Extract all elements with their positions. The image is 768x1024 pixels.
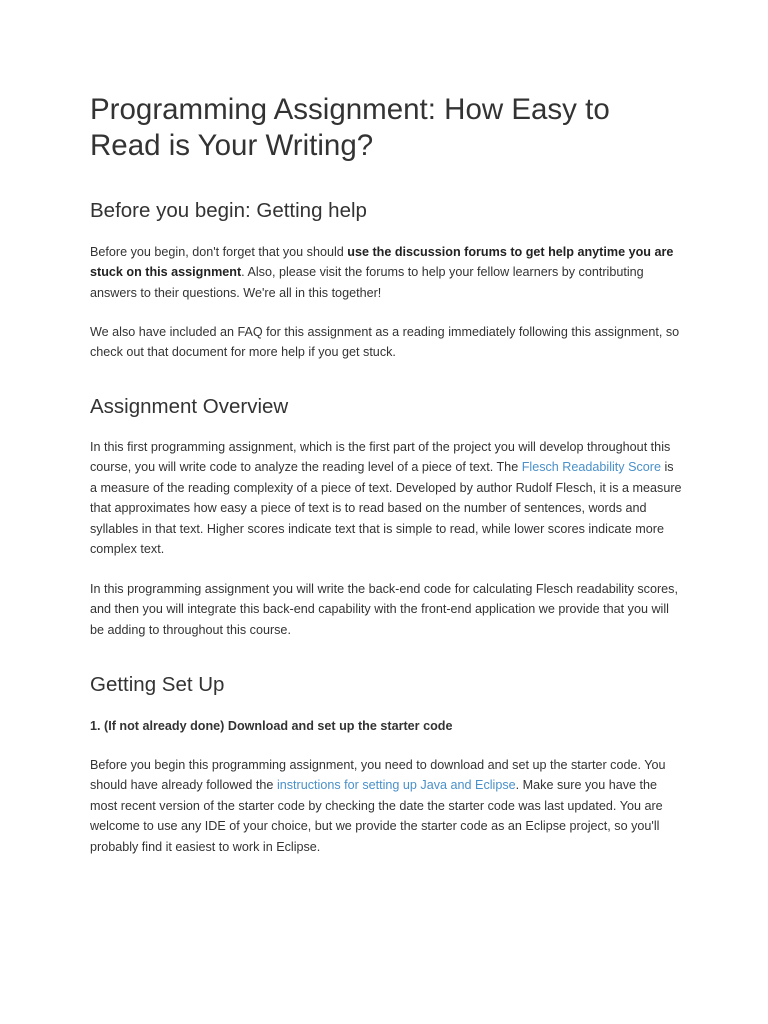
- paragraph-text: Before you begin, don't forget that you should: [90, 245, 348, 259]
- paragraph-text: . Make sure you have the most recent version of the starter code by checking the date the starter code was last updated. You are welcome to use any IDE of your choice, but we provide the starter code as an Eclipse project, so you'll probably find it easiest to work in Eclipse.: [90, 778, 663, 854]
- paragraph-text: is a measure of the reading complexity of a piece of text. Developed by author Rudolf Flesch, it is a measure that approximates how easy a piece of text is to read based on the number of sentences, words and syllables in that text. Higher scores indicate text that is simple to read, while lower scores indicate more complex text.: [90, 460, 682, 557]
- section-heading-getting-set-up: Getting Set Up: [90, 673, 225, 696]
- bold-emphasis: use the discussion forums to get help anytime you are stuck on this assignment: [90, 245, 674, 280]
- java-eclipse-instructions-link[interactable]: instructions for setting up Java and Eclipse: [276, 778, 516, 793]
- paragraph-text: . Also, please visit the forums to help your fellow learners by contributing answers to their questions. We're all in this together!: [90, 265, 644, 300]
- paragraph-text: Before you begin this programming assignment, you need to download and set up the starter code. You should have already followed the: [90, 758, 666, 793]
- flesch-readability-score-link[interactable]: Flesch Readability Score: [521, 460, 661, 475]
- page-title: Programming Assignment: How Easy to Read is Your Writing?: [90, 93, 610, 162]
- paragraph-text: In this first programming assignment, which is the first part of the project you will develop throughout this course, you will write code to analyze the reading level of a piece of text. The: [90, 440, 671, 475]
- section-heading-assignment-overview: Assignment Overview: [90, 395, 289, 418]
- getting-help-paragraph-2: We also have included an FAQ for this assignment as a reading immediately following this assignment, so check out that document for more help if you get stuck.: [90, 325, 680, 360]
- overview-paragraph-2: In this programming assignment you will write the back-end code for calculating Flesch readability scores, and then you will integrate this back-end capability with the front-end application we provide that you will be adding to throughout this course.: [90, 582, 678, 637]
- section-heading-getting-help: Before you begin: Getting help: [90, 199, 367, 222]
- step-1-heading: 1. (If not already done) Download and set up the starter code: [90, 719, 453, 733]
- overview-paragraph-1: [90, 437, 682, 559]
- setup-paragraph-1: [90, 755, 682, 857]
- getting-help-paragraph-1: [90, 242, 682, 303]
